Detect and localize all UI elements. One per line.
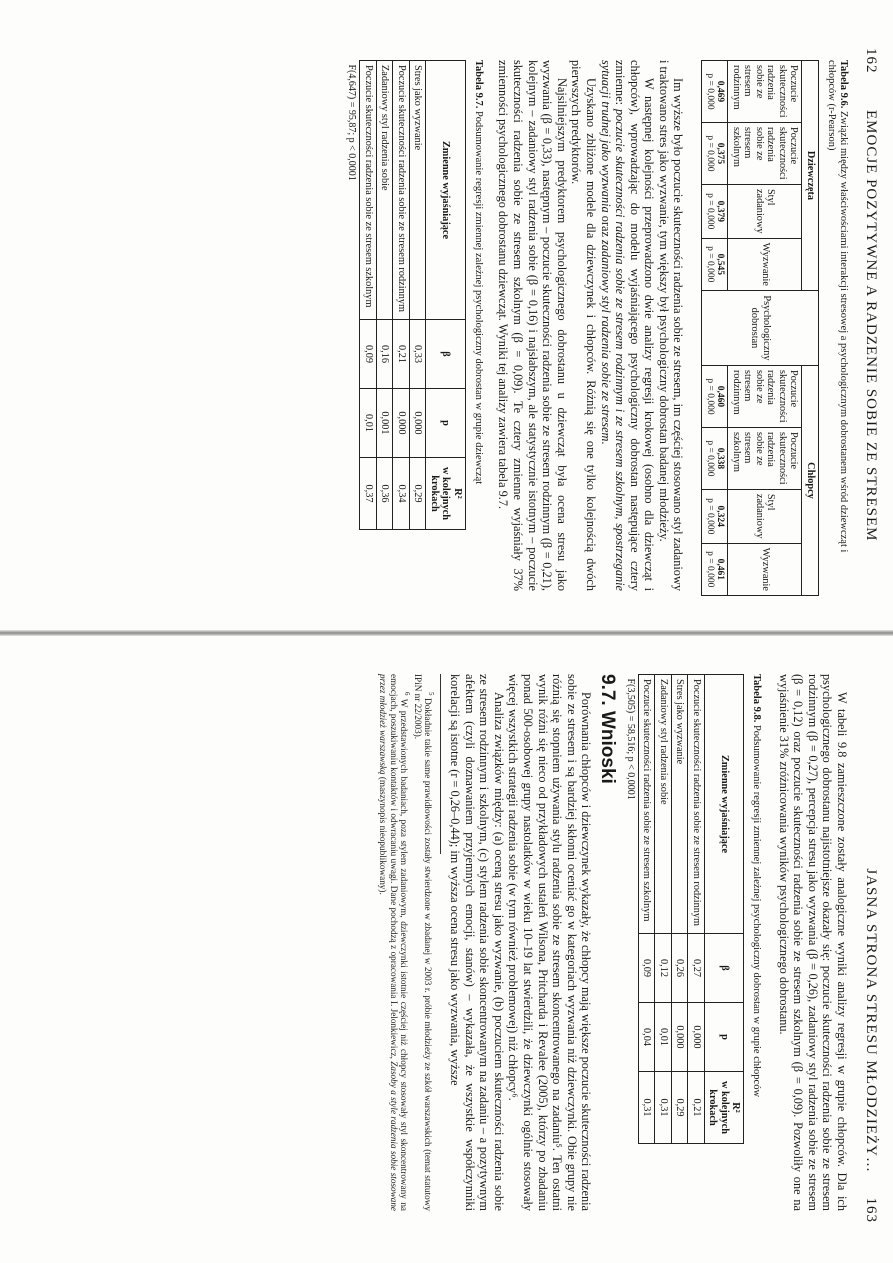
right-paragraph-1: W tabeli 9.8 zamieszczone zostały analogiczne wyniki analizy regresji w grupie chłopców. Dla ich psychologicznego dobrostanu najistotniejsze okazały się: poczucie skuteczności radzenia sobie ze stresem rodzinnym (β = 0,27), percepcja stresu jako wyzwania (β = 0,26), zadaniowy styl radzenia sobie ze stresem (β = 0,12) oraz poczucie skuteczności radzenia sobie ze stresem szkolnym (β = 0,09). Pozwoliły one na wyjaśnienie 31% zróżnicowania wyników psychologicznego dobrostanu. (776, 674, 849, 1211)
col-header-beta: β (426, 320, 466, 389)
table-row: Stres jako wyzwanie 0,26 0,000 0,29 (671, 675, 688, 1144)
table-9-7-caption-text: Podsumowanie regresji zmiennej zależnej psychologiczny dobrostan w grupie dziewcząt (472, 110, 484, 485)
table-row: Stres jako wyzwanie 0,33 0,000 0,29 (409, 61, 426, 530)
col-header-p: p (704, 1003, 744, 1072)
right-page (0, 632, 893, 1263)
left-paragraph-4: Najsilniejszym predyktorem psychologicznego dobrostanu u dziewcząt była ocena stresu jako wyzwania (β = 0,33), następnym – poczucie skuteczności radzenia sobie ze stresem rodzinnym (β = 0,21), kolejnym – zadaniowy styl radzenia sobie (β = 0,16) i najsłabszym, ale statystycznie istotnym – poczucie skuteczności radzenia sobie ze stresem szkolnym (β = 0,09). Te cztery zmienne wyjaśniały 37% zmienności psychologicznego dobrostanu dziewcząt. Wyniki tej analizy zawiera tabela 9.7. (496, 60, 569, 591)
table-9-6 (702, 60, 820, 596)
table-9-6-caption-text: Związki między właściwościami interakcji stresowej a psychologicznym dobrostanem wśród dziewcząt i chłopców (r-Pearson) (826, 60, 849, 553)
girls-col-wyzwanie: Wyzwanie (728, 238, 802, 290)
table-row: Poczucie skuteczności radzenia sobie ze stresem rodzinnym 0,21 0,000 0,34 (393, 61, 410, 530)
table-cell: 0,379 p = 0,000 (702, 184, 728, 238)
left-content (344, 60, 849, 591)
boys-group-header: Chłopcy (802, 365, 819, 595)
table-9-8-caption (750, 674, 762, 1211)
col-header-r2: R² w kolejnych krokach (704, 1072, 744, 1144)
right-content (377, 674, 849, 1211)
girls-col-rodzinny: Poczucie skuteczności radzenia sobie ze stresem rodzinnym (728, 61, 802, 123)
table-9-8 (622, 674, 744, 1144)
boys-col-szkolny: Poczucie skuteczności radzenia sobie ze stresem szkolnym (728, 427, 802, 489)
table-9-8-label: Tabela 9.8. (751, 674, 763, 723)
right-paragraph-2: Porównania chłopców i dziewczynek wykazały, że chłopcy mają większe poczucie skuteczności radzenia sobie ze stresem i są bardziej skłonni oceniać go w kategoriach wyzwania niż dziewczynki. Obie grupy nie różnią się stopniem używania stylu radzenia sobie ze stresem skoncentrowanego na zadaniu⁵. Ten ostatni wynik różni się nieco od przykładowych ustaleń Wilsona, Pritcharda i Revalee (2005), którzy po zbadaniu ponad 500-osobowej grupy nastolatków w wieku 10–19 lat stwierdzili, że dziewczynki ogólnie stosowały więcej wszystkich strategii radzenia sobie (w tym również problemowej) niż chłopcy⁶. (506, 674, 594, 1211)
table-9-6-caption (825, 60, 849, 591)
boys-col-zadaniowy: Styl zadaniowy (728, 489, 802, 543)
table-9-7-footer: F(4,647) = 95,87; p < 0,0001 (344, 61, 360, 530)
table-row: Poczucie skuteczności radzenia sobie ze stresem szkolnym 0,09 0,01 0,37 (360, 61, 377, 530)
table-row: Zadaniowy styl radzenia sobie 0,16 0,001 0,36 (376, 61, 393, 530)
row-label-dobrostan: Psychologiczny dobrostan (702, 290, 819, 365)
left-paragraph-3: Uzyskano zbliżone modele dla dziewczynek i chłopców. Różnią się one tylko kolejnością dwóch pierwszych predyktorów. (569, 60, 598, 591)
left-paragraph-2: W następnej kolejności przeprowadzono dwie analizy regresji krokowej (osobno dla dziewcząt i chłopców), wprowadzając do modelu wyjaśniającego psychologiczny dobrostan następujące cztery zmienne: poczucie skuteczności radzenia sobie ze stresem rodzinnym i ze stresem szkolnym, spostrzeganie sytuacji trudnej jako wyzwania oraz zadaniowy styl radzenia sobie ze stresem. (598, 60, 657, 591)
table-cell: 0,545 p = 0,000 (702, 238, 728, 290)
left-running-head (857, 48, 879, 591)
col-header-beta: β (704, 934, 744, 1003)
col-header-p: p (426, 389, 466, 458)
table-9-7-label: Tabela 9.7. (472, 60, 484, 109)
left-running-title: EMOCJE POZYTYWNE A RADZENIE SOBIE ZE STRESEM (863, 110, 879, 542)
col-header-r2: R² w kolejnych krokach (426, 458, 466, 530)
table-cell: 0,324 p = 0,000 (702, 489, 728, 543)
right-paragraph-3: Analiza związków między: (a) oceną stresu jako wyzwanie, (b) poczuciem skuteczności radzenia sobie ze stresem rodzinnym i szkolnym, (c) stylem radzenia sobie skoncentrowanym na zadaniu – a pozytywnym afektem (czyli doznawaniem przyjemnych emocji, stanów) – wykazała, że wszystkie współczynniki korelacji są istotne (r = 0,26–0,44); im wyższa ocena stresu jako wyzwania, wyższe (448, 674, 506, 1211)
footnote-5: $^5$ Dokładnie takie same prawidłowości zostały stwierdzone w zbadanej w 2003 r. próbie młodzieży ze szkół warszawskich (temat statutowy IPiN nr 22/2003). (412, 674, 436, 1211)
table-9-6-label: Tabela 9.6. (838, 60, 849, 109)
right-running-head (857, 680, 879, 1223)
girls-group-header: Dziewczęta (802, 61, 819, 291)
table-cell: 0,461 p = 0,000 (702, 543, 728, 595)
girls-col-szkolny: Poczucie skuteczności radzenia sobie ze stresem szkolnym (728, 122, 802, 184)
table-row: Poczucie skuteczności radzenia sobie ze stresem rodzinnym 0,27 0,000 0,21 (688, 675, 705, 1144)
col-header-variables: Zmienne wyjaśniające (426, 61, 466, 320)
right-page-number: 163 (863, 1197, 879, 1223)
table-cell: 0,375 p = 0,000 (702, 122, 728, 184)
left-paragraph-1: Im wyższe było poczucie skuteczności radzenia sobie ze stresem, im częściej stosowano styl zadaniowy i traktowano stres jako wyzwanie, tym większy był psychologiczny dobrostan badanej młodzieży. (656, 60, 686, 591)
left-page-number: 162 (863, 48, 879, 74)
boys-col-rodzinny: Poczucie skuteczności radzenia sobie ze stresem rodzinnym (728, 365, 802, 427)
right-running-title: JASNA STRONA STRESU MŁODZIEŻY… (863, 868, 879, 1173)
section-heading: 9.7. Wnioski (597, 674, 619, 784)
table-9-7-caption (472, 60, 484, 591)
left-page (0, 0, 893, 631)
table-9-8-caption-text: Podsumowanie regresji zmiennej zależnej psychologiczny dobrostan w grupie chłopców (751, 724, 763, 1098)
table-row: Zadaniowy styl radzenia sobie 0,12 0,01 0,31 (655, 675, 672, 1144)
col-header-variables: Zmienne wyjaśniające (704, 675, 744, 934)
boys-col-wyzwanie: Wyzwanie (728, 543, 802, 595)
footnote-rule (441, 674, 442, 854)
table-row: Poczucie skuteczności radzenia sobie ze stresem szkolnym 0,09 0,04 0,31 (638, 675, 655, 1144)
table-cell: 0,338 p = 0,000 (702, 427, 728, 489)
footnote-6: $^6$ W przedstawionych badaniach, poza stylem zadaniowym, dziewczynki istotnie częściej niż chłopcy stosowały styl skoncentrowany na emocjach, poszukiwaniu kontaktów i odwracaniu uwagi. Dane pochodzą z opracowania I. Jelonkiewicz, Zasoby a style radzenia sobie stosowane przez młodzież warszawską (maszynopis nieopublikowany). (378, 674, 412, 1212)
table-9-8-footer: F(3,505) = 58,516; p < 0,0001 (622, 675, 638, 1144)
table-9-7 (344, 60, 466, 530)
table-cell: 0,469 p = 0,000 (702, 61, 728, 123)
girls-col-zadaniowy: Styl zadaniowy (728, 184, 802, 238)
table-cell: 0,460 p = 0,000 (702, 365, 728, 427)
